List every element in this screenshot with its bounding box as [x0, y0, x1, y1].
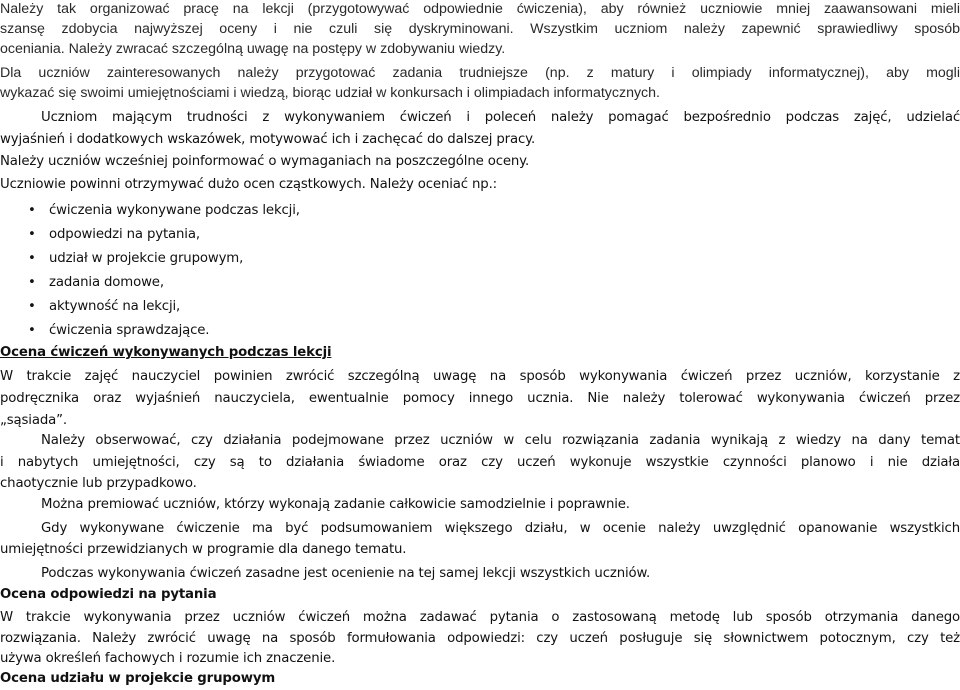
- section2-p1-line-2: rozwiązania. Należy zwrócić uwagę na sposób formułowania odpowiedzi: czy uczeń posługuje się słownictwem potocznym, czy też: [0, 631, 960, 646]
- list-item-text: ćwiczenia sprawdzające.: [49, 323, 210, 338]
- intro-line-3: oceniania. Należy zwracać szczególną uwagę na postępy w zdobywaniu wiedzy.: [0, 41, 506, 57]
- list-item-text: udział w projekcie grupowym,: [49, 251, 244, 266]
- intro-line-4: Dla uczniów zainteresowanych należy przygotować zadania trudniejsze (np. z matury i olimpiady informatycznej), aby mogli: [0, 65, 960, 81]
- section1-p4-line-2: umiejętności przewidzianych w programie dla danego tematu.: [0, 542, 407, 557]
- section-heading-group-project: Ocena udziału w projekcie grupowym: [0, 671, 276, 686]
- section1-p2-line-3: chaotycznie lub przypadkowo.: [0, 476, 197, 491]
- section1-p2-line-2: i nabytych umiejętności, czy są to działania świadome oraz czy uczeń wykonuje wszystkie czynności planowo i nie działa: [0, 455, 960, 470]
- list-item-text: ćwiczenia wykonywane podczas lekcji,: [49, 203, 300, 218]
- section1-p4-line-1: Gdy wykonywane ćwiczenie ma być podsumowaniem większego działu, w ocenie należy uwzględnić opanowanie wszystkich: [41, 521, 960, 536]
- body-paragraph-1-line-2: wyjaśnień i dodatkowych wskazówek, motywować ich i zachęcać do dalszej pracy.: [0, 132, 536, 147]
- intro-line-5: wykazać się swoimi umiejętnościami i wiedzą, biorąc udział w konkursach i olimpiadach informatycznych.: [0, 85, 660, 101]
- bullet-icon: •: [28, 203, 36, 218]
- bullet-icon: •: [28, 323, 36, 338]
- section1-p1-line-3: „sąsiada”.: [0, 413, 67, 428]
- section2-p1-line-1: W trakcie wykonywania przez uczniów ćwiczeń można zadawać pytania o zastosowaną metodę lub sposób otrzymania danego: [0, 610, 960, 625]
- section-heading-exercises: Ocena ćwiczeń wykonywanych podczas lekcji: [0, 345, 332, 360]
- section1-p2-line-1: Należy obserwować, czy działania podejmowane przez uczniów w celu rozwiązania zadania wynikają z wiedzy na dany temat: [41, 433, 960, 448]
- section1-p1-line-1: W trakcie zajęć nauczyciel powinien zwrócić szczególną uwagę na sposób wykonywania ćwiczeń przez uczniów, korzystanie z: [0, 369, 960, 384]
- intro-line-2: szansę zdobycia najwyższej oceny i nie czuli się dyskryminowani. Wszystkim uczniom należy zapewnić sprawiedliwy sposób: [0, 21, 960, 37]
- section2-p1-line-3: używa określeń fachowych i rozumie ich znaczenie.: [0, 651, 336, 666]
- intro-line-1: Należy tak organizować pracę na lekcji (przygotowywać odpowiednie ćwiczenia), aby również uczniowie mniej zaawansowani mieli: [0, 1, 960, 17]
- list-item-text: zadania domowe,: [49, 275, 164, 290]
- list-item-text: aktywność na lekcji,: [49, 299, 181, 314]
- section1-p3: Można premiować uczniów, którzy wykonają zadanie całkowicie samodzielnie i poprawnie.: [41, 497, 630, 512]
- section1-p5: Podczas wykonywania ćwiczeń zasadne jest ocenienie na tej samej lekcji wszystkich uczniów.: [41, 566, 651, 581]
- list-item-text: odpowiedzi na pytania,: [49, 227, 200, 242]
- bullet-icon: •: [28, 275, 36, 290]
- section-heading-answers: Ocena odpowiedzi na pytania: [0, 587, 217, 602]
- body-paragraph-3: Uczniowie powinni otrzymywać dużo ocen cząstkowych. Należy oceniać np.:: [0, 177, 497, 192]
- bullet-icon: •: [28, 299, 36, 314]
- body-paragraph-2: Należy uczniów wcześniej poinformować o wymaganiach na poszczególne oceny.: [0, 154, 530, 169]
- bullet-icon: •: [28, 251, 36, 266]
- section1-p1-line-2: podręcznika oraz wyjaśnień nauczyciela, ewentualnie pomocy innego ucznia. Nie należy tolerować wykonywania ćwiczeń przez: [0, 391, 960, 406]
- body-paragraph-1-line-1: Uczniom mającym trudności z wykonywaniem ćwiczeń i poleceń należy pomagać bezpośrednio podczas zajęć, udzielać: [41, 110, 960, 125]
- bullet-icon: •: [28, 227, 36, 242]
